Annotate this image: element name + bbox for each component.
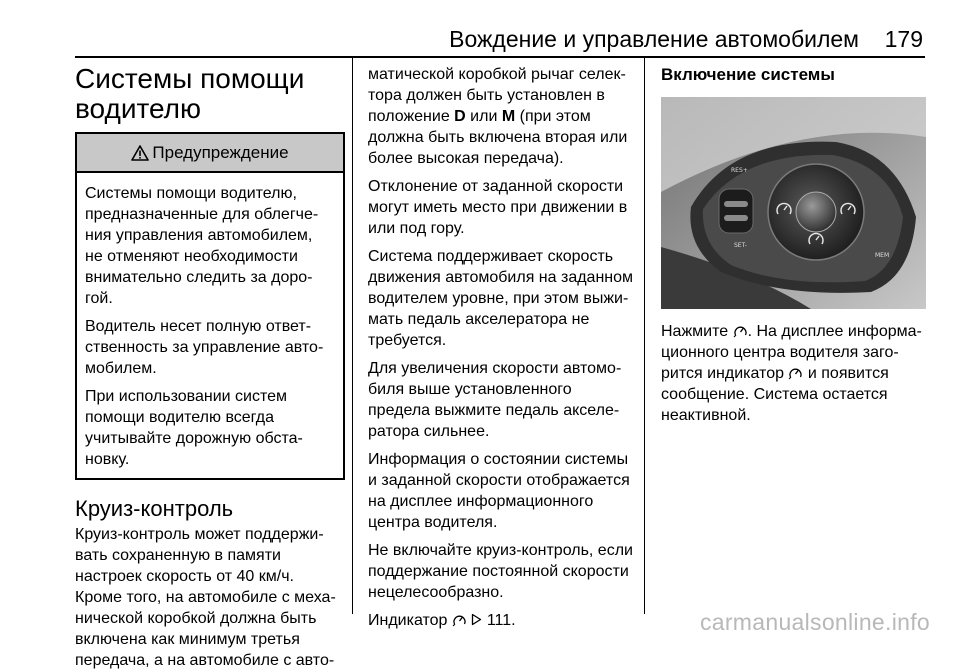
text-line: Круиз-контроль может поддержи-: [75, 526, 324, 543]
text-fragment: или: [465, 108, 502, 125]
warning-box: [75, 132, 345, 480]
warning-paragraph: [85, 386, 335, 470]
text-line: внимательно следить за доро-: [85, 269, 313, 286]
text-line: предназначенные для облегче-: [85, 206, 319, 223]
text-line: мать педаль акселератора не: [368, 311, 590, 328]
text-line: вать сохраненную в памяти: [75, 547, 281, 564]
text-line: водителем уровне, при этом выжи-: [368, 290, 629, 307]
text-line: Отклонение от заданной скорости: [368, 178, 624, 195]
cruise-control-icon: [452, 613, 467, 627]
column-divider-left: [352, 58, 353, 614]
text-fragment: . На дисплее информа-: [747, 323, 922, 340]
column-middle: [368, 64, 638, 638]
paragraph: [368, 246, 638, 351]
reference-arrow-icon: [471, 613, 482, 626]
text-line: предела выжмите педаль акселе-: [368, 402, 620, 419]
text-line: ственность за управление авто-: [85, 339, 324, 356]
text-line: [368, 106, 638, 127]
text-line: Информация о состоянии системы: [368, 451, 629, 468]
text-line: поддержание постоянной скорости: [368, 563, 629, 580]
text-fragment: Индикатор: [368, 612, 452, 629]
text-line: настроек скорость от 40 км/ч.: [75, 568, 294, 585]
paragraph: [368, 358, 638, 442]
text-line: неактивной.: [661, 407, 751, 424]
cruise-control-icon: [733, 324, 748, 338]
photo-label-mem: MEM: [875, 252, 890, 259]
cruise-control-paragraph: [75, 524, 345, 671]
text-line: ратора сильнее.: [368, 423, 490, 440]
text-line: нецелесообразно.: [368, 584, 504, 601]
enable-system-paragraph: [661, 321, 926, 426]
paragraph: [368, 176, 638, 239]
text-line: [661, 363, 926, 384]
warning-title: Предупреждение: [152, 143, 289, 162]
paragraph: [368, 540, 638, 603]
photo-label-res: RES+: [731, 167, 748, 174]
page-number: 179: [884, 26, 923, 52]
text-line: матической коробкой рычаг селек-: [368, 66, 626, 83]
text-fragment: положение: [368, 108, 455, 125]
header-rule: [75, 56, 925, 58]
gear-m: M: [501, 108, 516, 125]
text-line: учитывайте дорожную обста-: [85, 430, 303, 447]
cruise-control-title: Круиз-контроль: [75, 496, 234, 521]
warning-body: [77, 173, 343, 478]
column-divider-right: [644, 58, 645, 614]
text-line: или под гору.: [368, 220, 465, 237]
text-line: и заданной скорости отображается: [368, 472, 630, 489]
watermark[interactable]: carmanualsonline.info: [699, 609, 930, 635]
text-line: могут иметь место при движении в: [368, 199, 628, 216]
text-line: центра водителя.: [368, 514, 498, 531]
text-line: не отменяют необходимости: [85, 248, 298, 265]
text-line: движения автомобиля на заданном: [368, 269, 634, 286]
paragraph: [368, 64, 638, 169]
text-line: новку.: [85, 451, 130, 468]
text-line: более высокая передача).: [368, 150, 564, 167]
text-line: [368, 610, 638, 631]
text-line: передача, а на автомобиле с авто-: [75, 652, 335, 669]
warning-header: [77, 134, 343, 173]
cruise-control-icon: [788, 366, 803, 380]
text-line: требуется.: [368, 332, 447, 349]
indicator-paragraph: [368, 610, 638, 631]
column-left: [75, 64, 345, 671]
text-line: Для увеличения скорости автомо-: [368, 360, 622, 377]
text-line: Системы помощи водителю,: [85, 185, 297, 202]
text-line: должна быть включена вторая или: [368, 129, 628, 146]
photo-label-set: SET-: [734, 242, 747, 249]
section-title: [75, 64, 345, 124]
text-line: биля выше установленного: [368, 381, 572, 398]
gear-d: D: [454, 108, 466, 125]
text-line: гой.: [85, 290, 113, 307]
text-line: Система поддерживает скорость: [368, 248, 614, 265]
text-fragment: Нажмите: [661, 323, 733, 340]
section-title-line: Системы помощи: [75, 63, 305, 94]
text-line: помощи водителю всегда: [85, 409, 275, 426]
warning-triangle-icon: [131, 145, 149, 161]
page-reference: 111.: [486, 612, 516, 629]
text-line: ционного центра водителя заго-: [661, 344, 899, 361]
text-line: нической коробкой должна быть: [75, 610, 317, 627]
text-line: тора должен быть установлен в: [368, 87, 605, 104]
text-fragment: рится индикатор: [661, 365, 789, 382]
text-line: мобилем.: [85, 360, 157, 377]
text-fragment: и появится: [803, 365, 889, 382]
text-fragment: (при этом: [515, 108, 591, 125]
section-title-line: водителю: [75, 93, 201, 124]
chapter-title: Вождение и управление автомобилем: [449, 26, 859, 52]
warning-paragraph: [85, 183, 335, 309]
text-line: на дисплее информационного: [368, 493, 594, 510]
warning-paragraph: [85, 316, 335, 379]
text-line: Водитель несет полную ответ-: [85, 318, 312, 335]
text-line: [661, 321, 926, 342]
text-line: Не включайте круиз-контроль, если: [368, 542, 633, 559]
text-line: Кроме того, на автомобиле с меха-: [75, 589, 336, 606]
paragraph: [368, 449, 638, 533]
column-right: [661, 64, 926, 426]
text-line: сообщение. Система остается: [661, 386, 888, 403]
enable-system-heading: Включение системы: [661, 65, 835, 84]
text-line: ния управления автомобилем,: [85, 227, 313, 244]
steering-wheel-controls-photo: [661, 97, 926, 309]
text-line: включена как минимум третья: [75, 631, 300, 648]
text-line: При использовании систем: [85, 388, 288, 405]
